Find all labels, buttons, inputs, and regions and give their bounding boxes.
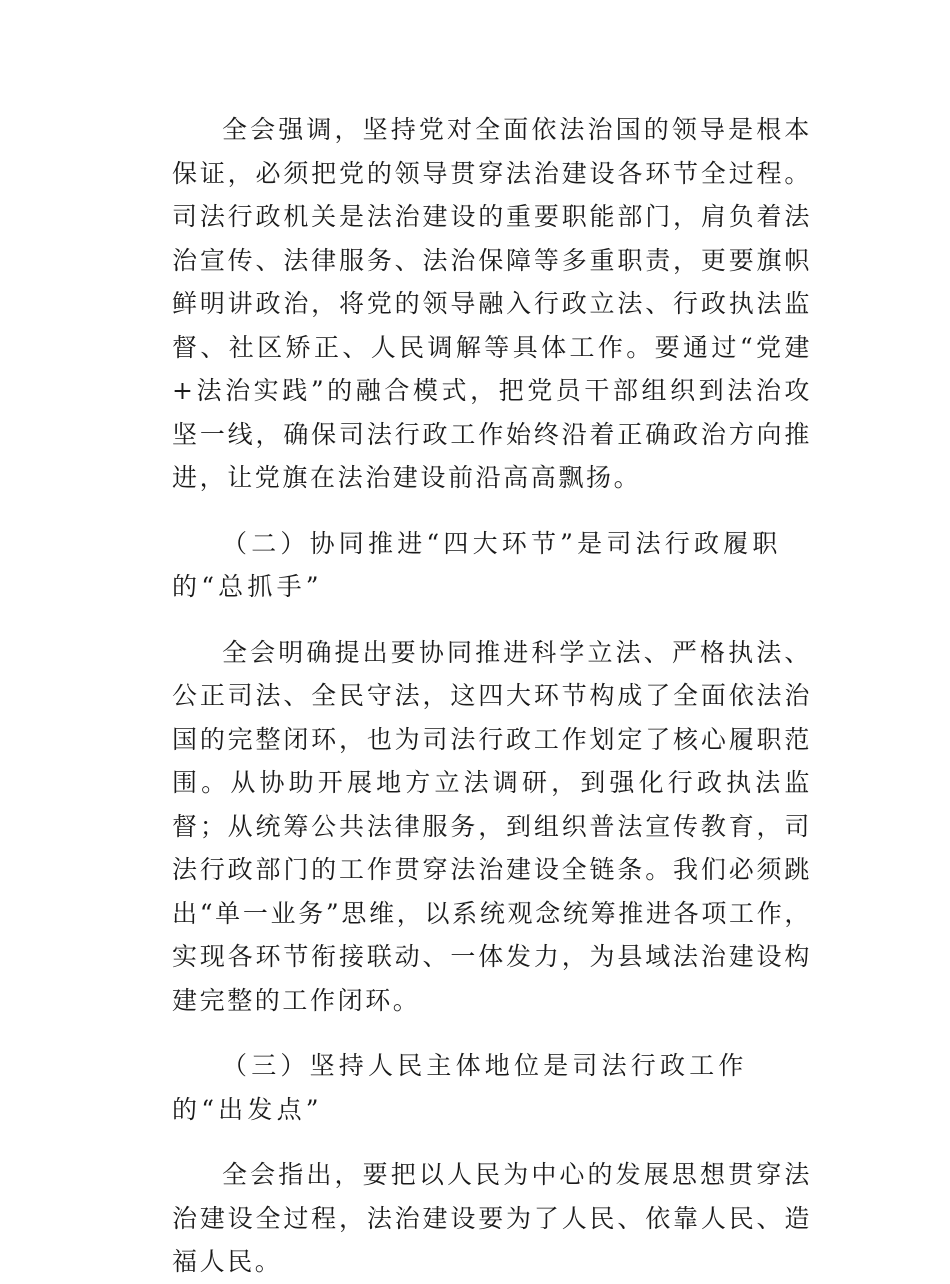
paragraph-spacer bbox=[172, 500, 812, 522]
paragraph-spacer bbox=[172, 1022, 812, 1044]
paragraph-spacer bbox=[172, 1131, 812, 1153]
section-heading: （二）协同推进“四大环节”是司法行政履职的“总抓手” bbox=[172, 528, 782, 601]
body-paragraph: 全会指出，要把以人民为中心的发展思想贯穿法治建设全过程，法治建设要为了人民、依靠人民、造福人民。 bbox=[172, 1160, 812, 1276]
section-heading: （三）坚持人民主体地位是司法行政工作的“出发点” bbox=[172, 1051, 748, 1124]
body-paragraph: 全会明确提出要协同推进科学立法、严格执法、公正司法、全民守法，这四大环节构成了全面依法治国的完整闭环，也为司法行政工作划定了核心履职范围。从协助开展地方立法调研，到强化行政执法监督；从统筹公共法律服务，到组织普法宣传教育，司法行政部门的工作贯穿法治建设全链条。我们必须跳出“单一业务”思维，以系统观念统筹推进各项工作，实现各环节衔接联动、一体发力，为县域法治建设构建完整的工作闭环。 bbox=[172, 637, 812, 1015]
document-body bbox=[172, 108, 812, 1284]
body-paragraph: 全会强调，坚持党对全面依法治国的领导是根本保证，必须把党的领导贯穿法治建设各环节全过程。司法行政机关是法治建设的重要职能部门，肩负着法治宣传、法律服务、法治保障等多重职责，更要旗帜鲜明讲政治，将党的领导融入行政立法、行政执法监督、社区矫正、人民调解等具体工作。要通过“党建+法治实践”的融合模式，把党员干部组织到法治攻坚一线，确保司法行政工作始终沿着正确政治方向推进，让党旗在法治建设前沿高高飘扬。 bbox=[172, 115, 812, 492]
paragraph-spacer bbox=[172, 609, 812, 631]
